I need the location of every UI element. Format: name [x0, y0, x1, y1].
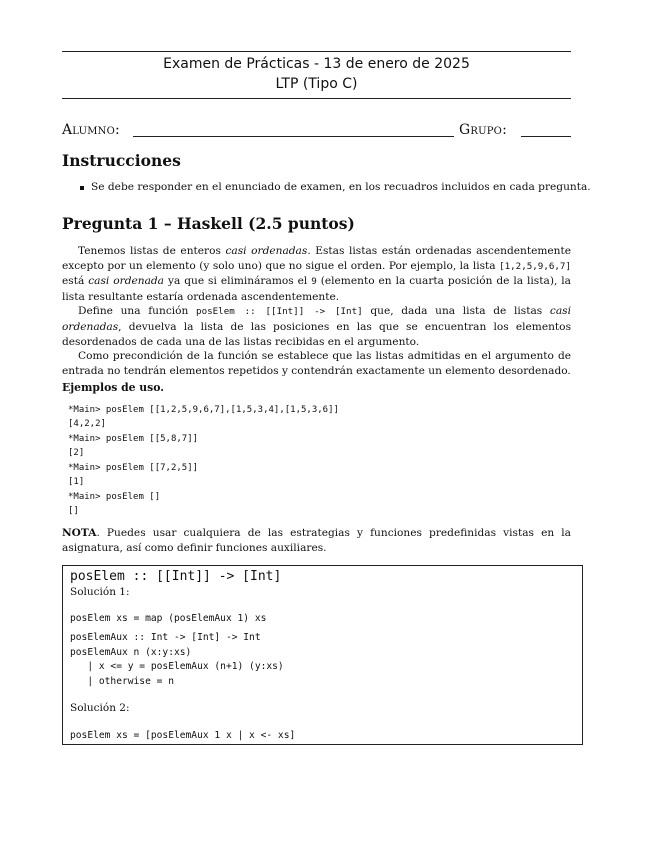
examples-heading: Ejemplos de uso.	[62, 381, 164, 394]
solution-1-line: | x <= y = posElemAux (n+1) (y:xs)	[70, 661, 284, 672]
solution-1-line: posElemAux :: Int -> [Int] -> Int	[70, 632, 261, 643]
paragraph-1	[62, 244, 571, 304]
solution-1-line: posElem xs = map (posElemAux 1) xs	[70, 613, 267, 624]
p1-code-list: [1,2,5,9,6,7]	[499, 260, 571, 272]
p2-text-c: , devuelva la lista de las posiciones en las que se encuentran los elementos desordenados de cada una de las listas recibidas en el argumento.	[62, 320, 571, 348]
solution-2-line: posElem xs = [posElemAux 1 x | x <- xs]	[70, 730, 296, 741]
p2-text-b: que, dada una lista de listas	[362, 305, 550, 318]
note-text: . Puedes usar cualquiera de las estrategias y funciones predefinidas vistas en la asignatura, así como definir funciones auxiliares.	[62, 527, 571, 554]
grupo-field[interactable]	[521, 136, 571, 137]
p1-emphasis-1: casi ordenadas	[225, 245, 308, 257]
example-line: *Main> posElem [[1,2,5,9,6,7],[1,5,3,4],[1,5,3,6]]	[68, 405, 339, 415]
example-line: []	[68, 506, 79, 516]
exam-title: Examen de Prácticas - 13 de enero de 2025	[163, 56, 470, 72]
example-line: [4,2,2]	[68, 419, 106, 429]
bullet-icon	[80, 186, 84, 190]
solution-1-label: Solución 1:	[70, 586, 130, 598]
question-heading: Pregunta 1 – Haskell (2.5 puntos)	[62, 214, 355, 233]
p1-text-d: ya que si elimináramos el	[164, 275, 312, 288]
paragraph-2	[62, 304, 571, 349]
example-line: [1]	[68, 477, 85, 487]
note	[62, 526, 571, 555]
instruction-item: Se debe responder en el enunciado de examen, en los recuadros incluidos en cada pregunta.	[91, 181, 591, 193]
p1-emphasis-2: casi ordenada	[88, 275, 164, 288]
top-rule	[62, 51, 571, 52]
exam-subtitle: LTP (Tipo C)	[275, 76, 358, 92]
answer-signature: posElem :: [[Int]] -> [Int]	[70, 569, 282, 584]
p2-emphasis: casi ordenadas	[62, 305, 571, 333]
p1-text-c: está	[62, 275, 89, 288]
question-body	[62, 244, 571, 378]
answer-box[interactable]	[62, 565, 583, 745]
alumno-field[interactable]	[133, 136, 454, 137]
instructions-heading: Instrucciones	[62, 151, 181, 170]
solution-1-line: posElemAux n (x:y:xs)	[70, 647, 192, 658]
example-line: *Main> posElem [[7,2,5]]	[68, 463, 199, 473]
example-line: *Main> posElem [[5,8,7]]	[68, 434, 199, 444]
grupo-label: Grupo:	[459, 122, 507, 138]
note-label: NOTA	[62, 527, 97, 539]
p1-text-e: (elemento en la cuarta posición de la lista), la lista resultante estaría ordenada ascendentemente.	[62, 275, 571, 303]
p2-text-a: Define una función	[78, 305, 197, 318]
p2-code-signature: posElem :: [[Int]] -> [Int]	[196, 306, 363, 318]
example-line: [2]	[68, 448, 85, 458]
example-line: *Main> posElem []	[68, 492, 161, 502]
p1-code-nine: 9	[311, 276, 317, 288]
solution-1-line: | otherwise = n	[70, 676, 174, 687]
alumno-label: Alumno:	[62, 122, 120, 138]
p1-text-b: . Estas listas están ordenadas ascendentemente excepto por un elemento (y solo uno) que no sigue el orden. Por ejemplo, la lista	[62, 245, 572, 272]
paragraph-3: Como precondición de la función se establece que las listas admitidas en el argumento de entrada no tendrán elementos repetidos y contendrán exactamente un elemento desordenado.	[62, 350, 571, 377]
p1-text-a: Tenemos listas de enteros	[78, 245, 226, 257]
header-bottom-rule	[62, 98, 571, 99]
solution-2-label: Solución 2:	[70, 702, 130, 714]
